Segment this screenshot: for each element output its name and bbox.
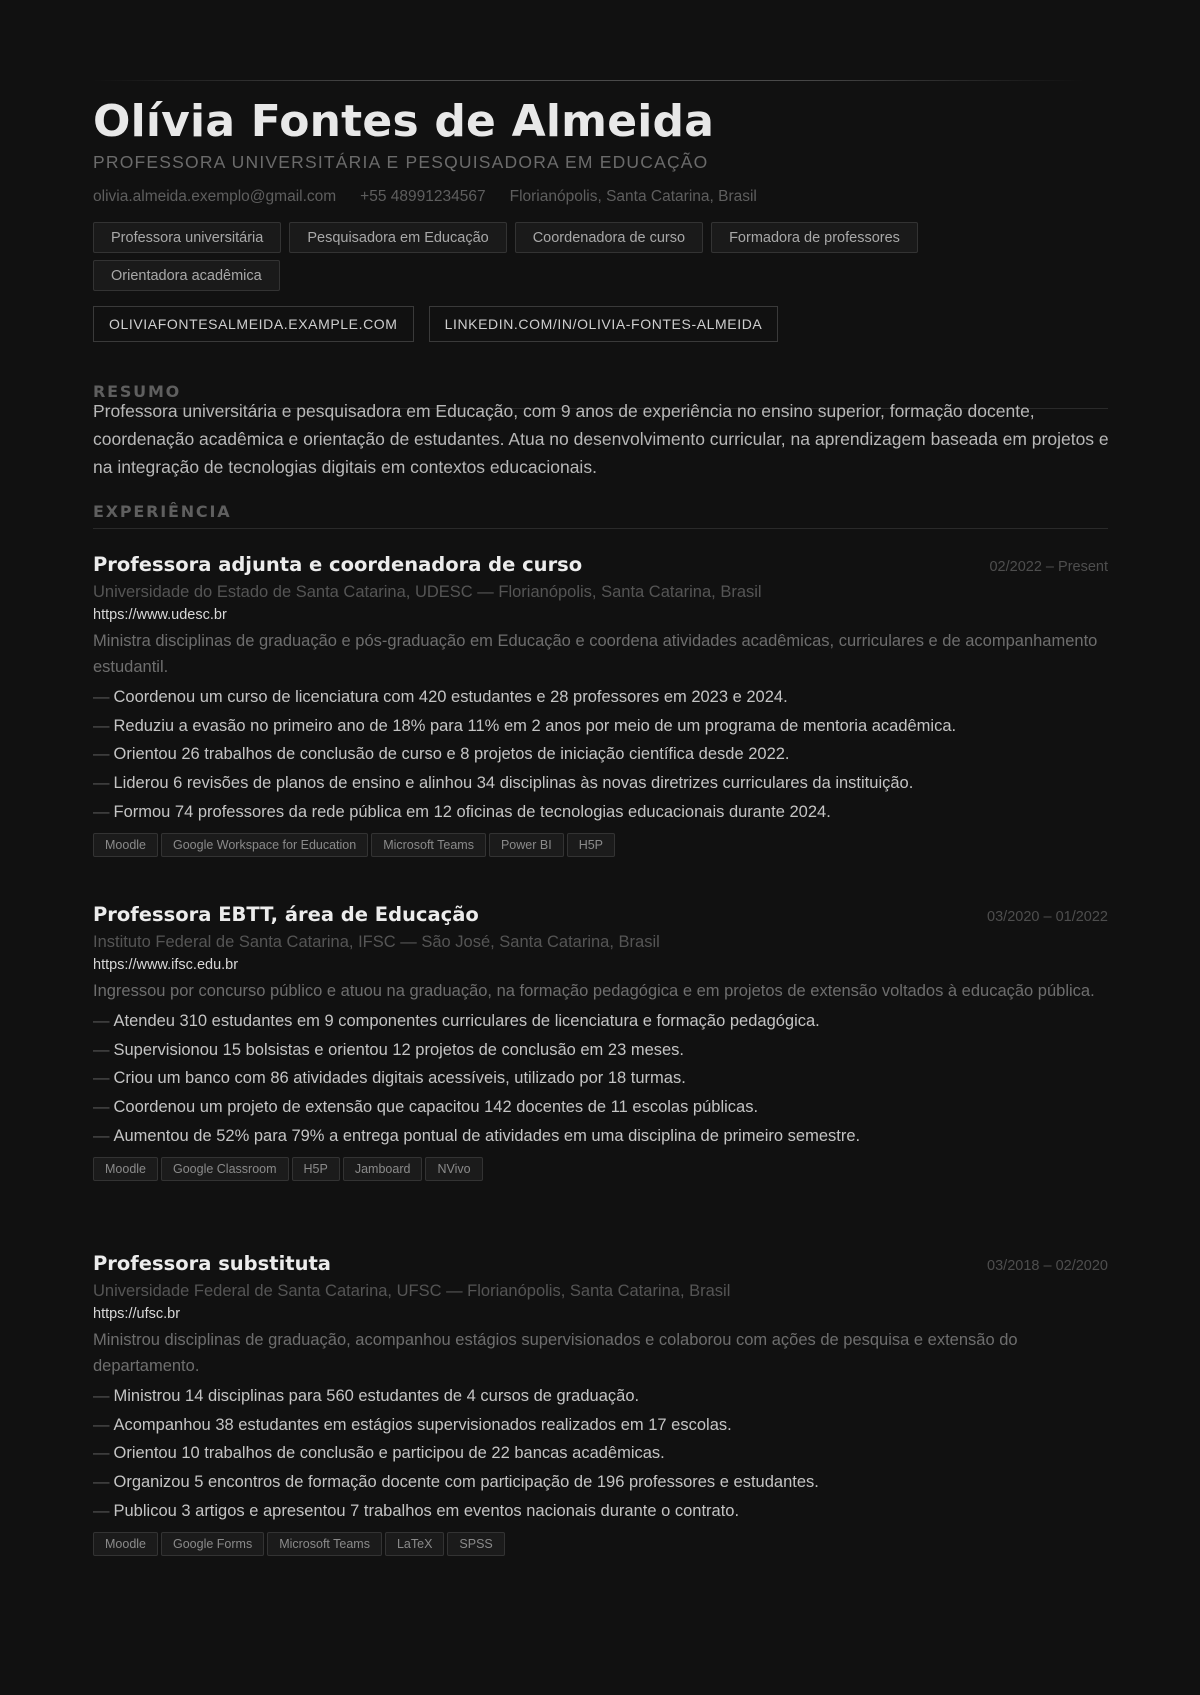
list-item: — Organizou 5 encontros de formação docente com participação de 196 professores e estudantes. xyxy=(93,1473,819,1492)
job-url-link[interactable]: https://ufsc.br xyxy=(93,1306,181,1322)
skill-tag: LaTeX xyxy=(385,1532,444,1556)
list-item: — Liderou 6 revisões de planos de ensino e alinhou 34 disciplinas às novas diretrizes curriculares da instituição. xyxy=(93,774,914,793)
job-dates: 02/2022 – Present xyxy=(989,559,1108,575)
list-item: — Atendeu 310 estudantes em 9 componentes curriculares de licenciatura e formação pedagógica. xyxy=(93,1012,820,1030)
list-item: — Orientou 26 trabalhos de conclusão de curso e 8 projetos de iniciação científica desde 2022. xyxy=(93,745,790,764)
list-item: — Reduziu a evasão no primeiro ano de 18% para 11% em 2 anos por meio de um programa de mentoria acadêmica. xyxy=(93,716,957,735)
contact-info xyxy=(93,188,757,206)
profile-links xyxy=(93,306,778,342)
skill-tags xyxy=(93,1532,1108,1556)
list-item: — Aumentou de 52% para 79% a entrega pontual de atividades em uma disciplina de primeiro semestre. xyxy=(93,1126,861,1145)
skill-tag: Google Classroom xyxy=(161,1157,289,1181)
list-item: — Acompanhou 38 estudantes em estágios supervisionados realizados em 17 escolas. xyxy=(93,1415,732,1434)
list-item: — Coordenou um curso de licenciatura com 420 estudantes e 28 professores em 2023 e 2024. xyxy=(93,688,788,706)
job-organization: Universidade do Estado de Santa Catarina, UDESC — Florianópolis, Santa Catarina, Brasil xyxy=(93,583,762,601)
list-item: — Coordenou um projeto de extensão que capacitou 142 docentes de 11 escolas públicas. xyxy=(93,1098,759,1117)
job-achievements xyxy=(93,683,1108,827)
job-entry xyxy=(93,553,1108,857)
summary-text: Professora universitária e pesquisadora em Educação, com 9 anos de experiência no ensino superior, formação docente, coordenação acadêmica e orientação de estudantes. Atua no desenvolvimento curricular, na aprendizagem baseada em projetos e na integração de tecnologias digitais em contextos educacionais. xyxy=(93,401,1109,477)
job-achievements xyxy=(93,1007,1108,1151)
role-tag: Orientadora acadêmica xyxy=(93,260,280,291)
top-divider xyxy=(93,80,1083,81)
skill-tags xyxy=(93,1157,1108,1181)
job-dates: 03/2018 – 02/2020 xyxy=(987,1258,1108,1274)
person-name: Olívia Fontes de Almeida xyxy=(93,96,715,147)
experience-heading: EXPERIÊNCIA xyxy=(93,502,232,521)
role-tag: Pesquisadora em Educação xyxy=(289,222,506,253)
phone-link[interactable]: +55 48991234567 xyxy=(360,188,486,205)
job-description: Ministra disciplinas de graduação e pós-graduação em Educação e coordena atividades acadêmicas, curriculares e de acompanhamento estudantil. xyxy=(93,632,1098,676)
skill-tag: H5P xyxy=(292,1157,340,1181)
role-tag: Coordenadora de curso xyxy=(515,222,703,253)
headline: PROFESSORA UNIVERSITÁRIA E PESQUISADORA EM EDUCAÇÃO xyxy=(93,152,709,172)
job-description: Ingressou por concurso público e atuou na graduação, na formação pedagógica e em projetos de extensão voltados à educação pública. xyxy=(93,982,1095,1000)
skill-tag: H5P xyxy=(567,833,615,857)
job-description: Ministrou disciplinas de graduação, acompanhou estágios supervisionados e colaborou com ações de pesquisa e extensão do departamento. xyxy=(93,1331,1018,1375)
job-header xyxy=(93,553,1108,583)
job-url-link[interactable]: https://www.ifsc.edu.br xyxy=(93,957,239,973)
role-tag: Formadora de professores xyxy=(711,222,918,253)
job-header xyxy=(93,903,1108,933)
skill-tag: SPSS xyxy=(447,1532,504,1556)
website-link[interactable]: OLIVIAFONTESALMEIDA.EXAMPLE.COM xyxy=(93,306,414,342)
skill-tag: Jamboard xyxy=(343,1157,423,1181)
linkedin-link[interactable]: LINKEDIN.COM/IN/OLIVIA-FONTES-ALMEIDA xyxy=(429,306,779,342)
summary-heading: RESUMO xyxy=(93,382,182,401)
skill-tag: Moodle xyxy=(93,833,158,857)
email-link[interactable]: olivia.almeida.exemplo@gmail.com xyxy=(93,188,337,205)
role-tags xyxy=(93,222,953,291)
job-organization: Universidade Federal de Santa Catarina, UFSC — Florianópolis, Santa Catarina, Brasil xyxy=(93,1282,731,1300)
job-url-link[interactable]: https://www.udesc.br xyxy=(93,607,227,623)
skill-tag: Google Forms xyxy=(161,1532,264,1556)
skill-tag: Google Workspace for Education xyxy=(161,833,368,857)
job-entry xyxy=(93,903,1108,1181)
job-title: Professora substituta xyxy=(93,1252,331,1275)
list-item: — Ministrou 14 disciplinas para 560 estudantes de 4 cursos de graduação. xyxy=(93,1387,640,1405)
job-organization: Instituto Federal de Santa Catarina, IFSC — São José, Santa Catarina, Brasil xyxy=(93,933,660,951)
skill-tag: NVivo xyxy=(425,1157,482,1181)
list-item: — Formou 74 professores da rede pública em 12 oficinas de tecnologias educacionais durante 2024. xyxy=(93,802,831,821)
skill-tag: Power BI xyxy=(489,833,564,857)
list-item: — Orientou 10 trabalhos de conclusão e participou de 22 bancas acadêmicas. xyxy=(93,1444,665,1463)
skill-tag: Moodle xyxy=(93,1532,158,1556)
job-title: Professora adjunta e coordenadora de curso xyxy=(93,553,583,576)
location-text: Florianópolis, Santa Catarina, Brasil xyxy=(509,188,757,205)
skill-tag: Microsoft Teams xyxy=(371,833,486,857)
job-header xyxy=(93,1252,1108,1282)
role-tag: Professora universitária xyxy=(93,222,281,253)
list-item: — Supervisionou 15 bolsistas e orientou 12 projetos de conclusão em 23 meses. xyxy=(93,1040,685,1059)
list-item: — Publicou 3 artigos e apresentou 7 trabalhos em eventos nacionais durante o contrato. xyxy=(93,1501,740,1520)
list-item: — Criou um banco com 86 atividades digitais acessíveis, utilizado por 18 turmas. xyxy=(93,1069,686,1088)
job-achievements xyxy=(93,1382,1108,1526)
skill-tags xyxy=(93,833,1108,857)
job-dates: 03/2020 – 01/2022 xyxy=(987,909,1108,925)
experience-divider xyxy=(93,528,1108,529)
job-title: Professora EBTT, área de Educação xyxy=(93,903,479,926)
job-entry xyxy=(93,1252,1108,1556)
skill-tag: Moodle xyxy=(93,1157,158,1181)
skill-tag: Microsoft Teams xyxy=(267,1532,382,1556)
